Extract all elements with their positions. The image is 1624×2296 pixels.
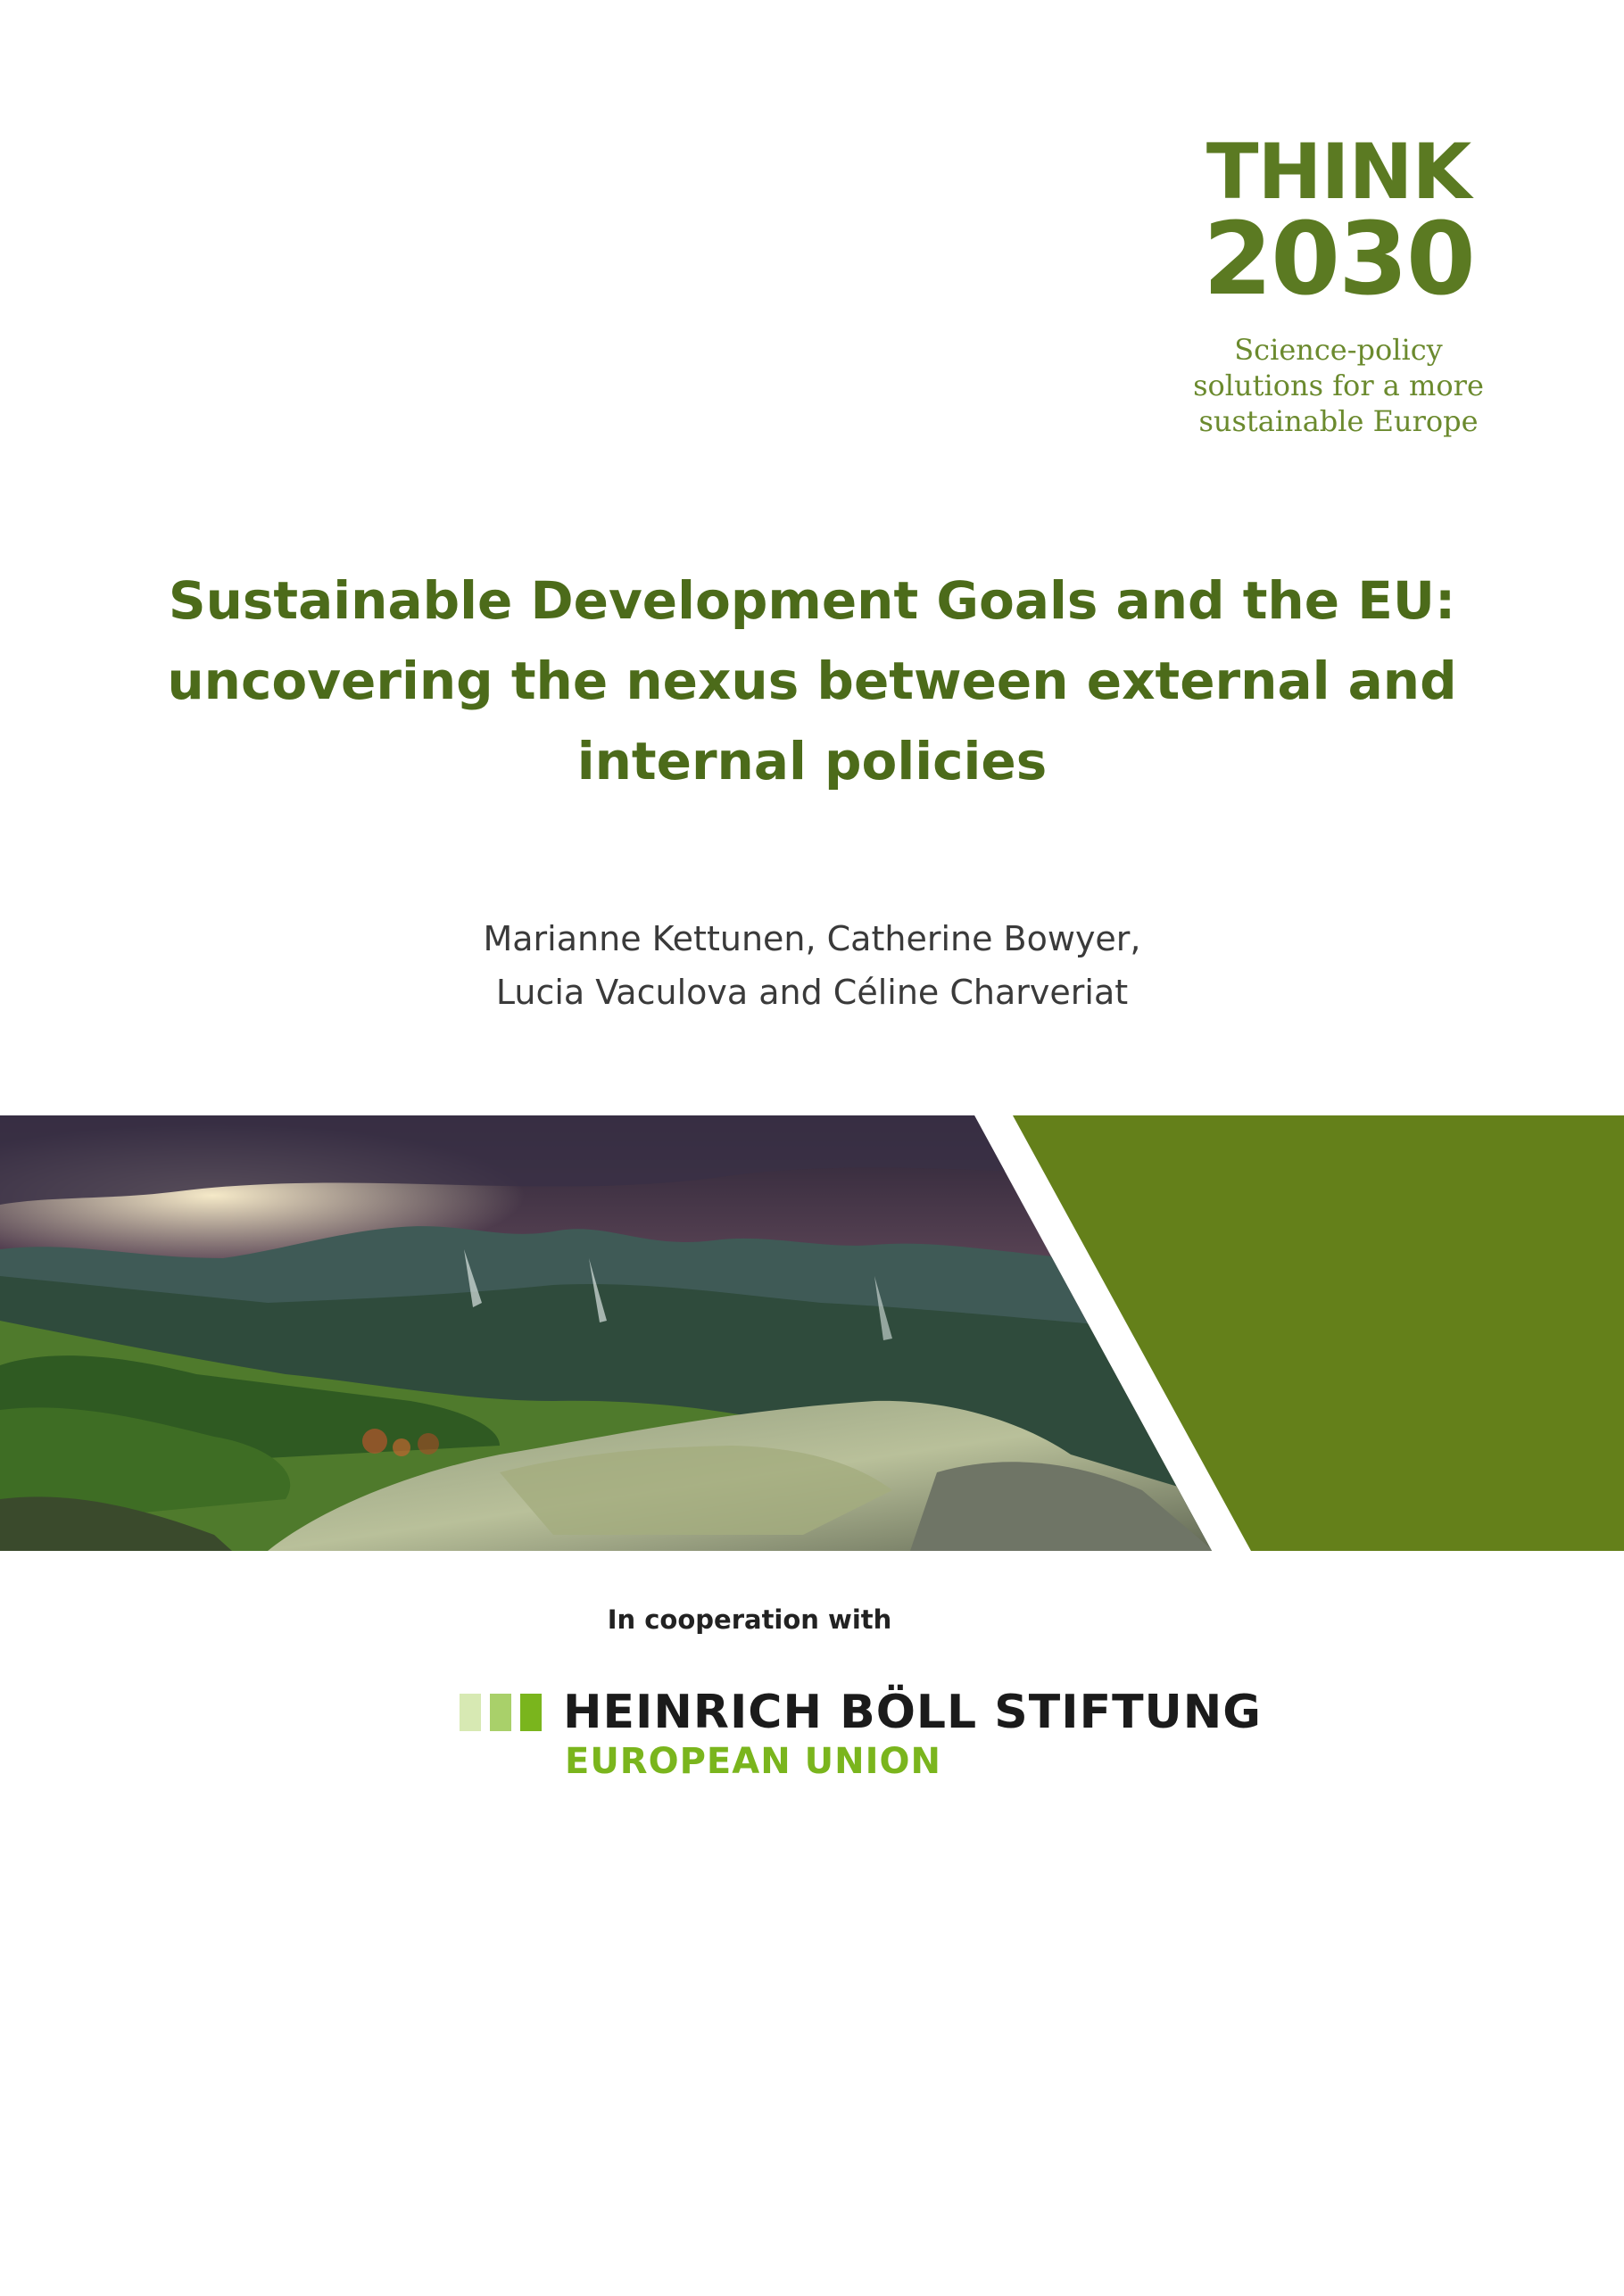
think2030-logo <box>1151 128 1526 439</box>
brand-tagline-line: solutions for a more <box>1193 369 1484 402</box>
title-line: Sustainable Development Goals and the EU: <box>168 570 1456 631</box>
brand-think: THINK <box>1206 128 1471 217</box>
title-line: uncovering the nexus between external and <box>167 651 1457 711</box>
authors <box>143 912 1481 1019</box>
brand-year: 2030 <box>1203 202 1474 318</box>
brand-tagline-line: sustainable Europe <box>1198 404 1479 438</box>
three-green-bars-icon <box>460 1694 549 1731</box>
partner-logo <box>460 1686 1262 1785</box>
partner-subtitle: EUROPEAN UNION <box>565 1741 941 1782</box>
cooperation-label: In cooperation with <box>607 1604 892 1635</box>
cover-banner <box>0 1115 1624 1551</box>
brand-tagline <box>1151 332 1526 439</box>
document-title <box>134 560 1490 801</box>
authors-line: Lucia Vaculova and Céline Charveriat <box>495 973 1129 1012</box>
title-line: internal policies <box>576 731 1048 792</box>
partner-name: HEINRICH BÖLL STIFTUNG <box>563 1686 1262 1739</box>
authors-line: Marianne Kettunen, Catherine Bowyer, <box>483 919 1141 958</box>
brand-tagline-line: Science-policy <box>1234 333 1443 367</box>
